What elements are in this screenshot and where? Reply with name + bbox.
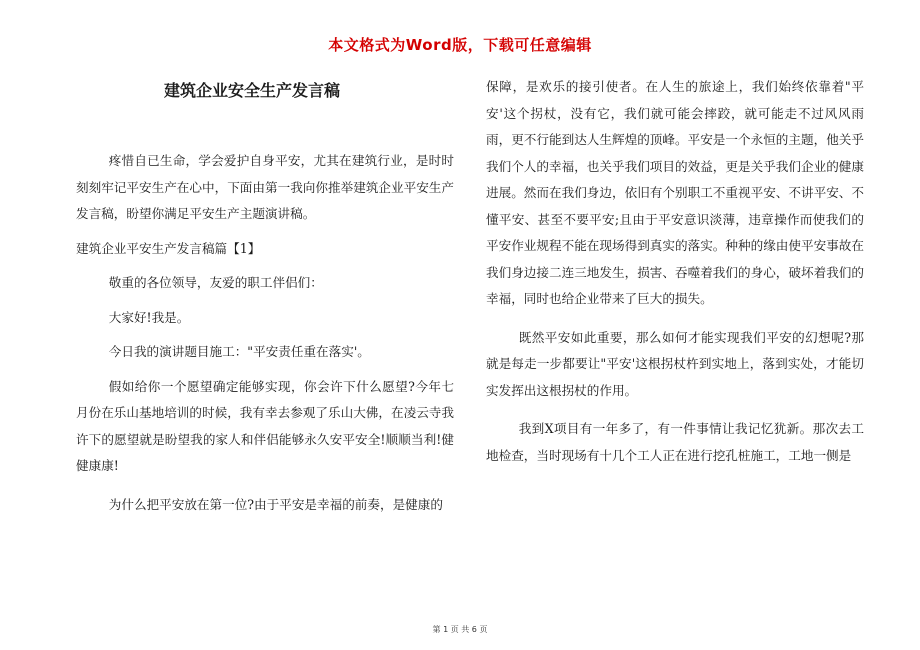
paragraph-greeting: 大家好!我是。 (108, 309, 190, 325)
download-banner: 本文格式为Word版，下载可任意编辑 (328, 36, 592, 54)
paragraph-intro: 疼惜自已生命，学会爱护自身平安，尤其在建筑行业，是时时刻刻牢记平安生产在心中，下面由第一我向你推举建筑企业平安生产发言稿，盼望你满足平安生产主题演讲稿。 (76, 153, 454, 221)
paragraph-why-safety: 为什么把平安放在第一位?由于平安是幸福的前奏，是健康的 (108, 496, 443, 512)
left-column (76, 80, 454, 518)
paragraph-project-story: 我到X项目有一年多了，有一件事情让我记忆犹新。那次去工地检查，当时现场有十几个工人正在进行挖孔桩施工，工地一侧是 (486, 421, 864, 463)
paragraph-topic: 今日我的演讲题目施工："平安责任重在落实'。 (108, 344, 370, 359)
right-column (486, 74, 864, 469)
document-title: 建筑企业安全生产发言稿 (164, 81, 341, 100)
paragraph-wish: 假如给你一个愿望确定能够实现，你会许下什么愿望?今年七月份在乐山基地培训的时候，我有幸去参观了乐山大佛，在凌云寺我许下的愿望就是盼望我的家人和伴侣能够永久安平安全!顺顺当利!健健康康! (76, 378, 454, 473)
page-number: 第 1 页 共 6 页 (432, 625, 488, 634)
paragraph-salutation: 敬重的各位领导，友爱的职工伴侣们： (108, 275, 323, 290)
paragraph-how-to-achieve: 既然平安如此重要，那么如何才能实现我们平安的幻想呢?那就是每走一步都要让"平安'这根拐杖杵到实地上，落到实处，才能切实发挥出这根拐杖的作用。 (486, 329, 864, 398)
section-heading: 建筑企业平安生产发言稿篇【1】 (76, 240, 261, 256)
paragraph-safety-guarantee: 保障，是欢乐的接引使者。在人生的旅途上，我们始终依靠着"平安'这个拐杖，没有它，我们就可能会摔跤，就可能走不过风风雨雨，更不行能到达人生辉煌的顶峰。平安是一个永恒的主题，他关乎我们个人的幸福，也关乎我们项目的效益，更是关乎我们企业的健康进展。然而在我们身边，依旧有个别职工不重视平安、不讲平安、不懂平安、甚至不要平安;且由于平安意识淡薄，违章操作而使我们的平安作业规程不能在现场得到真实的落实。种种的缘由使平安事故在我们身边接二连三地发生，损害、吞噬着我们的身心，破坏着我们的幸福，同时也给企业带来了巨大的损失。 (486, 79, 864, 306)
